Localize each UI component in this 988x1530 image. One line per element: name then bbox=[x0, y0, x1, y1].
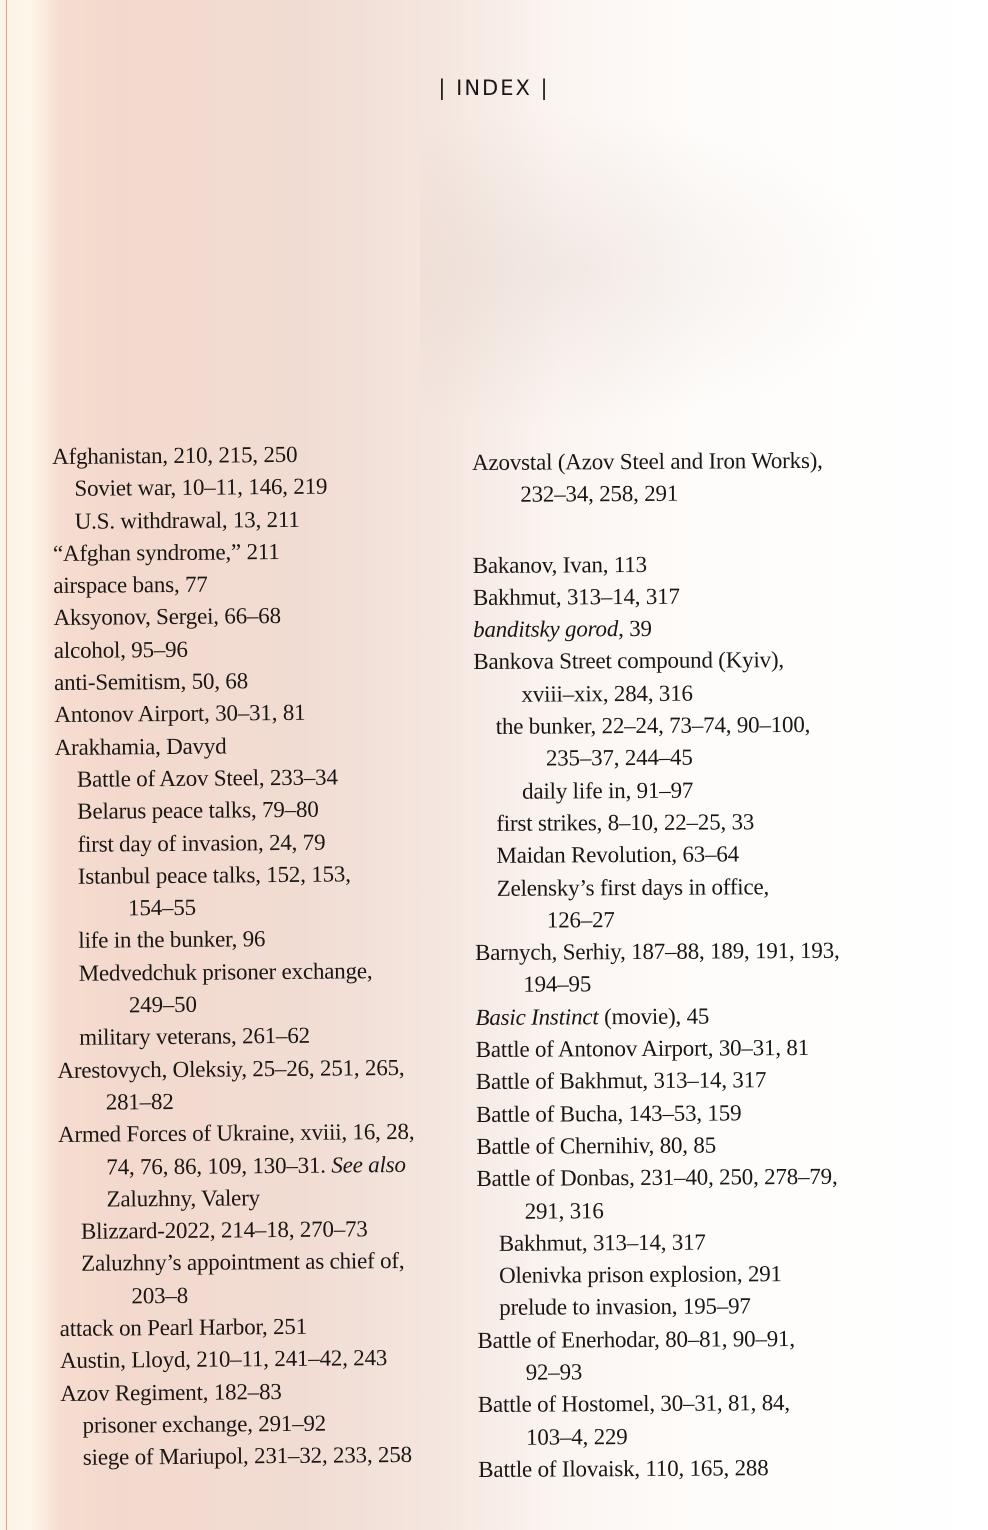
index-continuation: 103–4, 229 bbox=[525, 1423, 628, 1450]
index-subentry: the bunker, 22–24, 73–74, 90–100, bbox=[495, 712, 811, 739]
see-also-target: Zaluzhny, Valery bbox=[106, 1185, 261, 1212]
show-through-shadow bbox=[420, 110, 890, 430]
index-entry: Armed Forces of Ukraine, xviii, 16, 28, bbox=[57, 1119, 415, 1148]
index-continuation: 249–50 bbox=[128, 991, 197, 1018]
page-references: 74, 76, 86, 109, 130–31. bbox=[106, 1152, 326, 1180]
page-references: (movie), 45 bbox=[598, 1003, 710, 1029]
index-entry: Arestovych, Oleksiy, 25–26, 251, 265, bbox=[57, 1054, 405, 1083]
index-entry: alcohol, 95–96 bbox=[53, 636, 188, 663]
index-continuation: 203–8 bbox=[131, 1282, 189, 1309]
index-continuation: 92–93 bbox=[525, 1359, 583, 1385]
index-continuation: 281–82 bbox=[105, 1088, 174, 1115]
index-entry: attack on Pearl Harbor, 251 bbox=[59, 1313, 308, 1341]
index-subentry: prelude to invasion, 195–97 bbox=[499, 1293, 751, 1321]
index-subentry: U.S. withdrawal, 13, 211 bbox=[74, 506, 300, 534]
index-entry: airspace bans, 77 bbox=[53, 571, 208, 599]
index-subentry: Blizzard-2022, 214–18, 270–73 bbox=[80, 1216, 368, 1244]
index-entry: Battle of Ilovaisk, 110, 165, 288 bbox=[478, 1455, 769, 1482]
index-entry: Azov Regiment, 182–83 bbox=[60, 1378, 282, 1406]
index-column-right bbox=[472, 444, 918, 1486]
index-entry: Battle of Bucha, 143–53, 159 bbox=[475, 1100, 742, 1127]
index-entry: anti-Semitism, 50, 68 bbox=[53, 668, 249, 696]
page-references: 39 bbox=[623, 616, 652, 642]
index-continuation: 154–55 bbox=[127, 894, 196, 921]
index-subentry: Istanbul peace talks, 152, 153, bbox=[77, 861, 351, 889]
index-subentry: Battle of Azov Steel, 233–34 bbox=[76, 764, 338, 792]
index-continuation: 232–34, 258, 291 bbox=[520, 481, 679, 508]
index-subentry: Maidan Revolution, 63–64 bbox=[496, 841, 740, 869]
index-entry: Bakanov, Ivan, 113 bbox=[472, 551, 647, 578]
index-subsubentry: daily life in, 91–97 bbox=[522, 777, 694, 804]
index-entry bbox=[475, 999, 915, 1034]
index-subentry: life in the bunker, 96 bbox=[78, 926, 266, 954]
index-entry: Azovstal (Azov Steel and Iron Works), bbox=[472, 447, 823, 475]
index-continuation: xviii–xix, 284, 316 bbox=[521, 680, 693, 707]
index-entry: Afghanistan, 210, 215, 250 bbox=[52, 441, 298, 469]
index-entry: Bankova Street compound (Kyiv), bbox=[473, 647, 785, 675]
index-subentry: first day of invasion, 24, 79 bbox=[77, 829, 326, 857]
italic-term: banditsky gorod, bbox=[473, 616, 624, 643]
page-title: | INDEX | bbox=[438, 76, 550, 100]
letter-group-separator bbox=[472, 509, 912, 550]
index-subentry: Soviet war, 10–11, 146, 219 bbox=[74, 473, 328, 502]
index-subentry: Medvedchuk prisoner exchange, bbox=[78, 957, 373, 986]
index-subentry: prisoner exchange, 291–92 bbox=[82, 1410, 327, 1438]
index-entry: Battle of Enerhodar, 80–81, 90–91, bbox=[477, 1325, 795, 1353]
index-entry: Battle of Antonov Airport, 30–31, 81 bbox=[475, 1034, 810, 1063]
index-entry: “Afghan syndrome,” 211 bbox=[52, 538, 280, 566]
index-continuation: 235–37, 244–45 bbox=[545, 745, 693, 771]
index-continuation: 126–27 bbox=[546, 906, 615, 933]
index-entry bbox=[473, 611, 913, 646]
index-entry: Battle of Donbas, 231–40, 250, 278–79, bbox=[476, 1164, 838, 1192]
index-entry: Arakhamia, Davyd bbox=[54, 733, 227, 760]
index-entry: Battle of Hostomel, 30–31, 81, 84, bbox=[477, 1390, 790, 1418]
index-entry: Battle of Chernihiv, 80, 85 bbox=[476, 1132, 717, 1159]
index-subentry: Bakhmut, 313–14, 317 bbox=[498, 1229, 706, 1256]
index-subentry: military veterans, 261–62 bbox=[79, 1023, 311, 1051]
index-subentry: siege of Mariupol, 231–32, 233, 258 bbox=[82, 1442, 412, 1470]
page-gutter-edge bbox=[6, 0, 7, 1530]
index-continuation: 291, 316 bbox=[524, 1197, 604, 1224]
index-subentry: Olenivka prison explosion, 291 bbox=[498, 1261, 782, 1288]
index-subentry: first strikes, 8–10, 22–25, 33 bbox=[496, 809, 755, 836]
index-entry: Battle of Bakhmut, 313–14, 317 bbox=[475, 1067, 767, 1095]
see-also-label: See also bbox=[331, 1151, 406, 1178]
index-entry: Aksyonov, Sergei, 66–68 bbox=[53, 603, 281, 631]
index-entry: Barnych, Serhiy, 187–88, 189, 191, 193, bbox=[475, 937, 840, 966]
italic-term: Basic Instinct bbox=[475, 1003, 599, 1030]
index-subentry: Zaluzhny’s appointment as chief of, bbox=[81, 1248, 405, 1277]
index-entry: Antonov Airport, 30–31, 81 bbox=[54, 700, 306, 728]
index-continuation: 194–95 bbox=[523, 971, 592, 998]
index-entry: Austin, Lloyd, 210–11, 241–42, 243 bbox=[59, 1345, 388, 1374]
index-entry: Bakhmut, 313–14, 317 bbox=[472, 583, 680, 610]
index-subentry: Zelensky’s first days in office, bbox=[496, 873, 770, 901]
index-continuation bbox=[58, 1148, 458, 1184]
index-subentry: Belarus peace talks, 79–80 bbox=[77, 796, 319, 825]
index-column-left bbox=[52, 438, 461, 1475]
